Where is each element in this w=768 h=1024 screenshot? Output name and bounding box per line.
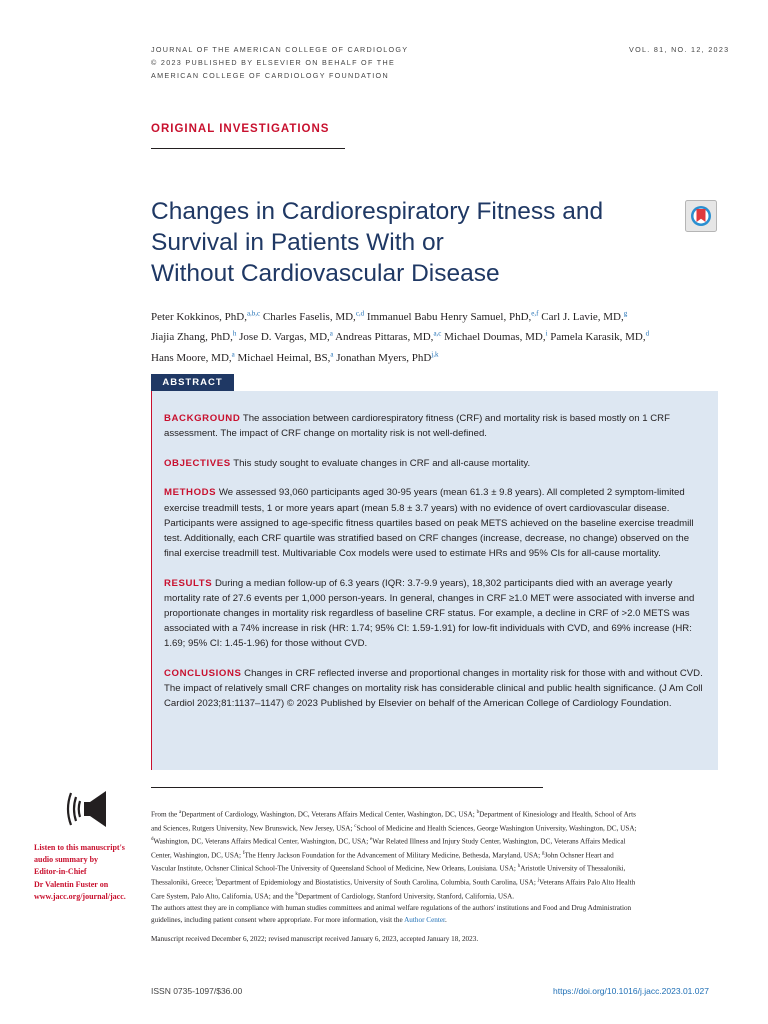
received-dates: Manuscript received December 6, 2022; revised manuscript received January 6, 2023, accepted January 18, 2023. — [151, 934, 479, 943]
author: Peter Kokkinos, PhD,$^{a,b,c}$ — [151, 309, 261, 323]
author-line-2 — [151, 326, 711, 347]
author-list — [151, 305, 711, 367]
abstract-methods — [164, 485, 704, 560]
journal-header — [151, 43, 408, 82]
speaker-icon[interactable] — [58, 786, 114, 832]
author: Andreas Pittaras, MD,$^{a,c}$ — [335, 329, 442, 344]
section-divider — [151, 148, 345, 149]
abstract-tab: ABSTRACT — [151, 374, 234, 391]
doi-link[interactable]: https://doi.org/10.1016/j.jacc.2023.01.027 — [553, 986, 709, 996]
abstract-background — [164, 411, 704, 441]
volume-info: VOL. 81, NO. 12, 2023 — [629, 45, 730, 54]
audio-summary-note[interactable] — [34, 842, 142, 903]
abstract-body — [164, 411, 704, 725]
affiliation-list: From the $^a$Department of Cardiology, Washington, DC, Veterans Affairs Medical Center, Washington, DC, USA; $^b$Department of Kinesiology and Health, School of Arts and Sciences, Rutgers University, New Brunswick, New Jersey, USA; $^c$School of Medicine and Health Sciences, George Washington University, Washington, DC, USA; $^d$Washington, DC, Veterans Affairs Medical Center, Washington, DC, USA; $^e$War Related Illness and Injury Study Center, Washington, DC, Veterans Affairs Medical Center, Washington, DC, USA; $^f$The Henry Jackson Foundation for the Advancement of Military Medicine, Bethesda, Maryland, USA; $^g$John Ochsner Heart and Vascular Institute, Ochsner Clinical School-The University of Queensland School of Medicine, New Orleans, Louisiana. USA; $^h$Aristotle University of Thessaloniki, Thessaloniki, Greece; $^i$Department of Epidemiology and Biostatistics, University of South Carolina, Columbia, South Carolina, USA; $^j$Veterans Affairs Palo Alto Health Care System, Palo Alto, California, USA; and the $^k$Department of Cardiology, Stanford University, Stanford, California, USA. — [151, 810, 637, 900]
background-heading: BACKGROUND — [164, 413, 241, 424]
objectives-heading: OBJECTIVES — [164, 457, 231, 469]
objectives-text: This study sought to evaluate changes in CRF and all-cause mortality. — [233, 457, 531, 469]
abstract-conclusions — [164, 666, 704, 711]
publisher-line: © 2023 PUBLISHED BY ELSEVIER ON BEHALF OF THE — [151, 58, 396, 67]
compliance-note: The authors attest they are in compliance with human studies committees and animal welfare regulations of the authors' institutions and Food and Drug Administration guidelines, including patient consent where appropriate. For more information, visit the Author Center. — [151, 904, 632, 925]
foundation-line: AMERICAN COLLEGE OF CARDIOLOGY FOUNDATION — [151, 71, 389, 80]
audio-link[interactable]: www.jacc.org/journal/jacc. — [34, 891, 126, 901]
audio-line-1: Listen to this manuscript's — [34, 843, 125, 852]
author: Carl J. Lavie, MD,$^g$ — [541, 309, 628, 323]
abstract-box — [151, 391, 718, 770]
author: Michael Heimal, BS,$^a$ — [237, 350, 334, 364]
audio-line-3: Editor-in-Chief — [34, 867, 87, 877]
author-center-link[interactable]: Author Center — [404, 916, 446, 925]
conclusions-text: Changes in CRF reflected inverse and proportional changes in mortality risk for those with and without CVD. The impact of relatively small CRF changes on mortality risk has considerable clinical and public health significance. (J Am Coll Cardiol 2023;81:1137–1147) © 2023 Published by Elsevier on behalf of the American College of Cardiology Foundation. — [164, 667, 703, 709]
author: Hans Moore, MD,$^a$ — [151, 350, 235, 364]
background-text: The association between cardiorespiratory fitness (CRF) and mortality risk is based mostly on 1 CRF assessment. The impact of CRF change on mortality risk is not well-defined. — [164, 413, 670, 440]
abstract-objectives — [164, 456, 704, 471]
author: Immanuel Babu Henry Samuel, PhD,$^{e,f}$ — [366, 309, 539, 323]
article-title — [151, 196, 691, 289]
methods-heading: METHODS — [164, 487, 217, 499]
results-text: During a median follow-up of 6.3 years (IQR: 3.7-9.9 years), 18,302 participants died with an average yearly mortality rate of 27.6 events per 1,000 person-years. In general, changes in CRF ≥1.0 MET were associated with inverse and proportionate changes in mortality risk regardless of baseline CRF status. For example, a decline in CRF of >2.0 METS was associated with a 74% increase in risk (HR: 1.74; 95% CI: 1.59-1.91) for low-fit individuals with CVD, and 69% increase (HR: 1.69; 95% CI: 1.45-1.96) for those without CVD. — [164, 577, 695, 649]
issn: ISSN 0735-1097/$36.00 — [151, 986, 243, 996]
author: Jonathan Myers, PhD$^{j,k}$ — [336, 350, 439, 364]
author: Charles Faselis, MD,$^{c,d}$ — [262, 309, 365, 323]
author: Jiajia Zhang, PhD,$^h$ — [151, 329, 237, 344]
author-line-1 — [151, 305, 711, 326]
journal-name: JOURNAL OF THE AMERICAN COLLEGE OF CARDIOLOGY — [151, 45, 409, 54]
footnote-divider — [151, 787, 543, 788]
title-line-1: Changes in Cardiorespiratory Fitness and — [151, 198, 604, 225]
crossmark-icon[interactable] — [685, 200, 717, 232]
author: Jose D. Vargas, MD,$^a$ — [239, 329, 333, 344]
audio-line-2: audio summary by — [34, 855, 99, 865]
title-line-2: Survival in Patients With or — [151, 229, 444, 256]
author: Pamela Karasik, MD,$^d$ — [550, 329, 650, 344]
title-line-3: Without Cardiovascular Disease — [151, 260, 500, 287]
section-label: ORIGINAL INVESTIGATIONS — [151, 123, 330, 135]
author: Michael Doumas, MD,$^i$ — [444, 329, 548, 344]
results-heading: RESULTS — [164, 577, 213, 589]
abstract-results — [164, 576, 704, 651]
methods-text: We assessed 93,060 participants aged 30-95 years (mean 61.3 ± 9.8 years). All completed 2 symptom-limited exercise treadmill tests, 1 or more years apart (mean 5.8 ± 3.7 years) with no evidence of overt cardiovascular disease. Participants were assigned to age-specific fitness quartiles based on peak METS achieved on the baseline exercise treadmill test. Additionally, each CRF quartile was stratified based on CRF changes (increase, decrease, no change) observed on the final exercise treadmill test. Multivariable Cox models were used to estimate HRs and 95% CIs for all-cause mortality. — [164, 487, 694, 559]
author-line-3 — [151, 346, 711, 367]
audio-line-4: Dr Valentin Fuster on — [34, 879, 109, 889]
affiliations — [151, 807, 639, 945]
conclusions-heading: CONCLUSIONS — [164, 667, 242, 679]
